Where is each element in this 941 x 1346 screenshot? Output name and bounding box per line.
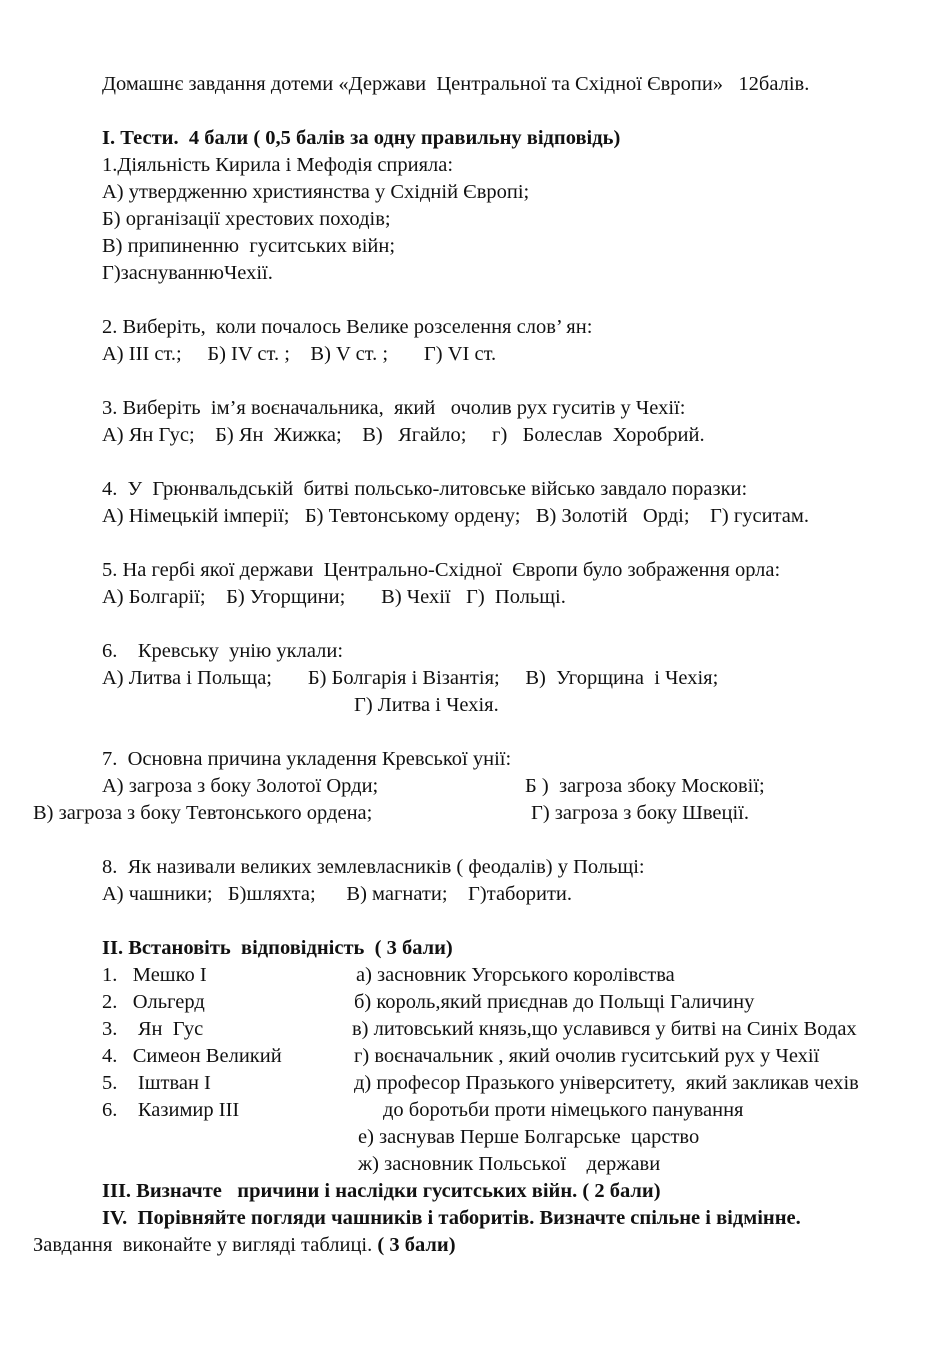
section-1-title: І. Тести. 4 бали ( 0,5 балів за одну правильну відповідь)	[102, 127, 621, 149]
match-left-item: 3. Ян Гус	[102, 1018, 204, 1040]
section-4-instruction	[33, 1232, 456, 1259]
section-3-title: ІІІ. Визначте причини і наслідки гуситських війн. ( 2 бали)	[102, 1180, 661, 1202]
q1-question: 1.Діяльність Кирила і Мефодія сприяла:	[102, 154, 454, 176]
match-left-item: 5. Іштван І	[102, 1072, 211, 1094]
match-right-item: г) воєначальник , який очолив гуситський рух у Чехії	[354, 1045, 820, 1067]
q1-option-c: В) припиненню гуситських війн;	[102, 235, 396, 257]
section-4-points: ( 3 бали)	[377, 1234, 456, 1256]
match-left-item: 6. Казимир ІІІ	[102, 1099, 240, 1121]
q4-answers: А) Німецькій імперії; Б) Тевтонському ордену; В) Золотій Орді; Г) гуситам.	[102, 505, 809, 527]
match-right-item: ж) засновник Польської держави	[358, 1153, 661, 1175]
match-left-item: 4. Симеон Великий	[102, 1045, 282, 1067]
q1-option-a: А) утвердженню християнства у Східній Європі;	[102, 181, 530, 203]
q3-question: 3. Виберіть ім’я воєначальника, який очолив рух гуситів у Чехії:	[102, 397, 686, 419]
match-right-item: д) професор Празького університету, який закликав чехів	[354, 1072, 859, 1094]
section-4-title: ІV. Порівняйте погляди чашників і таборитів. Визначте спільне і відмінне.	[102, 1207, 801, 1229]
q7-option-b: Б ) загроза збоку Московії;	[525, 775, 765, 797]
q3-answers: А) Ян Гус; Б) Ян Жижка; В) Ягайло; г) Болеслав Хоробрий.	[102, 424, 705, 446]
q6-answers-2: Г) Литва і Чехія.	[354, 694, 499, 716]
match-right-item: а) засновник Угорського королівства	[356, 964, 675, 986]
q5-answers: А) Болгарії; Б) Угорщини; В) Чехії Г) Польщі.	[102, 586, 566, 608]
match-right-item-continuation: до боротьби проти німецького панування	[383, 1099, 744, 1121]
match-right-item: в) литовський князь,що уславився у битві на Синіх Водах	[352, 1018, 857, 1040]
match-left-item: 1. Мешко І	[102, 964, 207, 986]
match-right-item: б) король,який приєднав до Польщі Галичину	[354, 991, 755, 1013]
q5-question: 5. На гербі якої держави Центрально-Східної Європи було зображення орла:	[102, 559, 781, 581]
q1-option-b: Б) організації хрестових походів;	[102, 208, 391, 230]
section-2-title: ІІ. Встановіть відповідність ( 3 бали)	[102, 937, 453, 959]
q7-option-d: Г) загроза з боку Швеції.	[531, 802, 750, 824]
page-header: Домашнє завдання дотеми «Держави Центральної та Східної Європи» 12балів.	[102, 73, 810, 95]
q7-option-a: А) загроза з боку Золотої Орди;	[102, 775, 379, 797]
q6-question: 6. Кревську унію уклали:	[102, 640, 344, 662]
q1-option-d: Г)заснуваннюЧехії.	[102, 262, 273, 284]
section-4-instruction-text: Завдання виконайте у вигляді таблиці.	[33, 1234, 378, 1256]
q2-question: 2. Виберіть, коли почалось Велике розселення слов’ ян:	[102, 316, 593, 338]
match-right-item: е) заснував Перше Болгарське царство	[358, 1126, 700, 1148]
q8-answers: А) чашники; Б)шляхта; В) магнати; Г)таборити.	[102, 883, 572, 905]
q4-question: 4. У Грюнвальдській битві польсько-литовське військо завдало поразки:	[102, 478, 748, 500]
q6-answers: А) Литва і Польща; Б) Болгарія і Візантія; В) Угорщина і Чехія;	[102, 667, 719, 689]
match-left-item: 2. Ольгерд	[102, 991, 205, 1013]
q7-question: 7. Основна причина укладення Кревської унії:	[102, 748, 512, 770]
q7-option-c: В) загроза з боку Тевтонського ордена;	[33, 802, 373, 824]
q8-question: 8. Як називали великих землевласників ( феодалів) у Польщі:	[102, 856, 645, 878]
q2-answers: А) ІІІ ст.; Б) ІV ст. ; В) V ст. ; Г) VІ ст.	[102, 343, 497, 365]
